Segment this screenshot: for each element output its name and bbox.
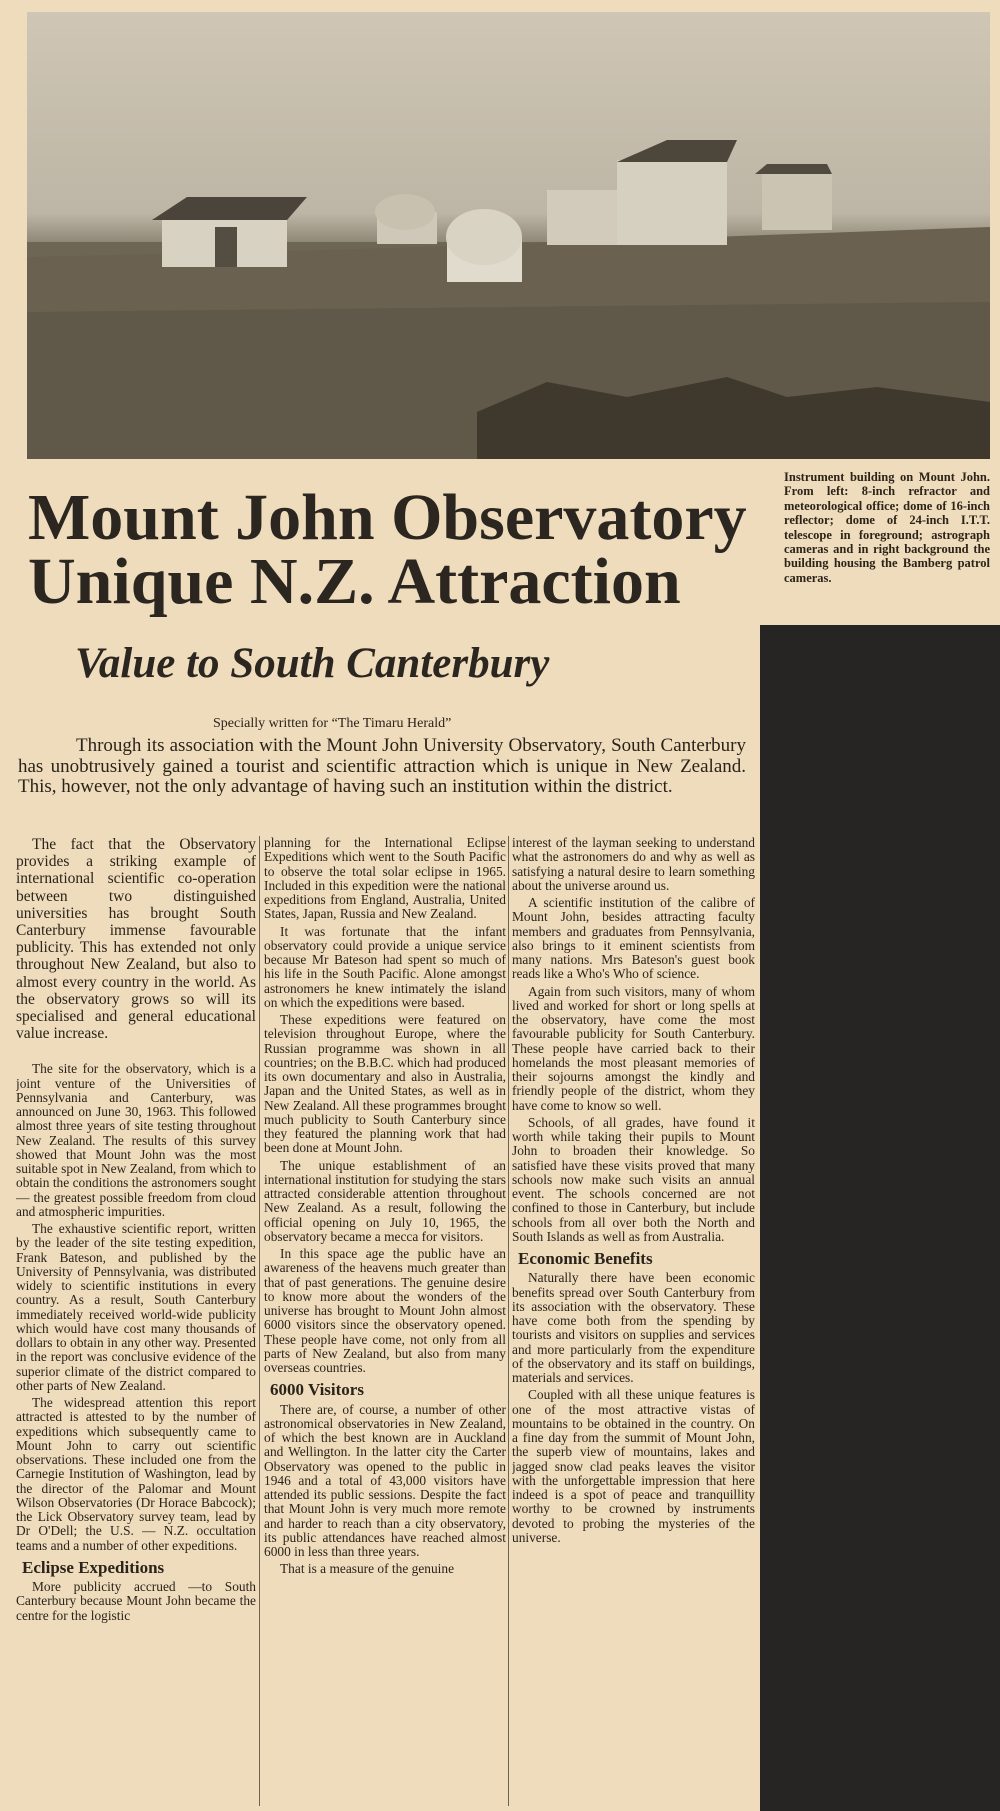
paragraph: Naturally there have been economic benefits spread over South Canterbury from its association with the observatory. These have come both from the spending by tourists and visitors on supplies and services and more particularly from the expenditure of the observatory and its staff on buildings, materials and services.	[512, 1270, 755, 1385]
section-heading: Eclipse Expeditions	[22, 1557, 165, 1577]
column-3	[512, 836, 755, 1741]
column-2	[264, 836, 506, 1811]
paragraph: interest of the layman seeking to understand what the astronomers do and why as well as satisfying a natural desire to learn something about the universe around us.	[512, 836, 755, 893]
observatory-photo	[27, 12, 990, 459]
paragraph: Again from such visitors, many of whom lived and worked for short or long spells at the observatory, have come the most favourable publicity for South Canterbury. These people have carried back to their homelands the most pleasant memories of their sojourns amongst the kindly and friendly people of the district, whom they have come to know so well.	[512, 983, 755, 1113]
lede-paragraph: Through its association with the Mount John University Observatory, South Canterbury has unobtrusively gained a tourist and scientific attraction which is unique in New Zealand. This, however, not the only advantage of having such an institution within the district.	[18, 735, 746, 797]
paragraph: The site for the observatory, which is a joint venture of the Universities of Pennsylvania and Canterbury, was announced on June 30, 1963. This followed almost three years of site testing throughout New Zealand. The results of this survey showed that Mount John was the most suitable spot in New Zealand, from which to obtain the conditions the astronomers sought — the greatest possible freedom from cloud and atmospheric impurities.	[16, 1061, 256, 1219]
paragraph: planning for the International Eclipse Expeditions which went to the South Pacific to observe the total solar eclipse in 1965. Included in this expedition were the national expeditions from England, Australia, United States, Japan, Russia and New Zealand.	[264, 836, 506, 922]
paragraph: It was fortunate that the infant observatory could provide a unique service because Mr Bateson had spent so much of his life in the South Pacific. Alone amongst astronomers he knew intimately the island on which the expeditions were based.	[264, 923, 506, 1010]
paragraph: The unique establishment of an international institution for studying the stars attracted considerable attention throughout New Zealand. As a result, following the official opening on July 10, 1965, the observatory became a mecca for visitors.	[264, 1157, 506, 1244]
photo-caption: Instrument building on Mount John. From left: 8-inch refractor and meteorological office; dome of 16-inch reflector; dome of 24-inch I.T.T. telescope in foreground; astrograph cameras and in right background the building housing the Bamberg patrol cameras.	[784, 470, 990, 585]
paragraph: These expeditions were featured on television throughout Europe, where the Russian programme was shown in all countries; on the B.B.C. which had produced its own documentary and also in Australia, Japan and the United States, as well as in New Zealand. All these programmes brought much publicity to South Canterbury since they featured the planning work that had been done at Mount John.	[264, 1012, 506, 1156]
headline	[28, 481, 748, 618]
paragraph: In this space age the public have an awareness of the heavens much greater than that of past generations. The genuine desire to know more about the wonders of the universe has brought to Mount John almost 6000 visitors since the observatory opened. These people have come, not only from all parts of New Zealand, but also from many overseas countries.	[264, 1246, 506, 1375]
column-rule	[259, 836, 260, 1806]
section-heading: 6000 Visitors	[270, 1380, 364, 1400]
section-heading: Economic Benefits	[518, 1249, 653, 1268]
paragraph: More publicity accrued —to South Canterbury because Mount John became the centre for the logistic	[16, 1579, 256, 1623]
paragraph: The exhaustive scientific report, written by the leader of the site testing expedition, Frank Bateson, and published by the University of Pennsylvania, was distributed widely to scientific institutions in every country. As a result, South Canterbury immediately received world-wide publicity which would have cost many thousands of dollars to obtain in any other way. Presented in the report was conclusive evidence of the superior climate of the district compared to other parts of New Zealand.	[16, 1221, 256, 1393]
headline-line-2: Unique N.Z. Attraction	[28, 545, 681, 618]
paragraph: The widespread attention this report attracted is attested to by the number of expeditions which subsequently came to Mount John to carry out scientific observations. These included one from the Carnegie Institution of Washington, lead by the director of the Palomar and Mount Wilson Observatories (Dr Horace Babcock); the Lick Observatory survey team, lead by Dr O'Dell; the U.S. — N.Z. occultation teams and a number of other expeditions.	[16, 1395, 256, 1553]
paragraph: That is a measure of the genuine	[280, 1561, 455, 1577]
paragraph: Coupled with all these unique features is one of the most attractive vistas of mountains to be obtained in the country. On a fine day from the summit of Mount John, the superb view of mountains, lakes and jagged snow clad peaks leaves the visitor with the unforgettable impression that here indeed is a spot of peace and tranquillity worthy to be crowned by instruments devoted to probing the mysteries of the universe.	[512, 1387, 755, 1545]
paragraph: The fact that the Observatory provides a striking example of international scientific co-operation between two distinguished universities has brought South Canterbury immense favourable publicity. This has extended not only throughout New Zealand, but also to almost every country in the world. As the observatory grows so will its specialised and general educational value increase.	[16, 836, 256, 1043]
paragraph: Schools, of all grades, have found it worth while taking their pupils to Mount John to broaden their knowledge. So satisfied have these visits proved that many schools now make such visits an annual event. The schools concerned are not confined to those in Canterbury, but include schools from all over both the North and South Islands as well as from Australia.	[512, 1114, 755, 1244]
column-1	[16, 836, 256, 1811]
paragraph: A scientific institution of the calibre of Mount John, besides attracting faculty members and graduates from Pennsylvania, also brings to it eminent scientists from many nations. Mrs Bateson's guest book reads like a Who's Who of science.	[512, 895, 755, 982]
paragraph: There are, of course, a number of other astronomical observatories in New Zealand, of which the best known are in Auckland and Wellington. In the latter city the Carter Observatory was opened to the public in 1946 and a total of 43,000 visitors have attended its public sessions. Despite the fact that Mount John is very much more remote and harder to reach than a city observatory, its public attendances have reached almost 6000 in less than three years.	[264, 1401, 506, 1559]
column-rule	[508, 836, 509, 1806]
byline: Specially written for “The Timaru Herald”	[213, 716, 452, 731]
subheading: Value to South Canterbury	[75, 640, 550, 687]
headline-line-1: Mount John Observatory	[28, 481, 747, 554]
